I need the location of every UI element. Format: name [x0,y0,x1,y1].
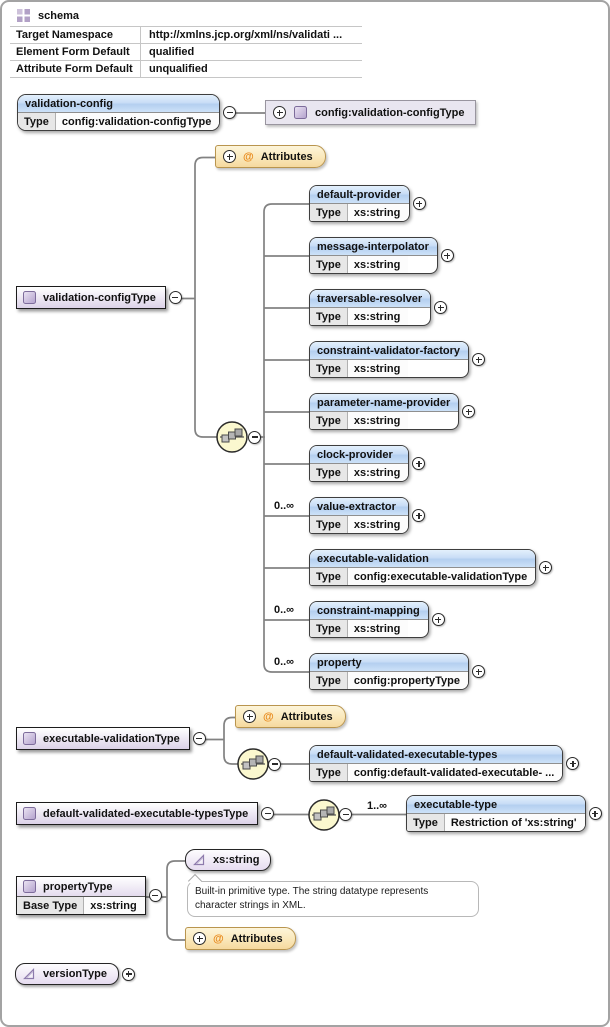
global-type-box[interactable] [16,876,146,915]
element-default-validated-executable-types[interactable] [309,745,579,782]
complex-type-propertyType[interactable] [16,876,162,915]
type-ref-label: config:validation-configType [315,106,465,119]
complex-type-icon [23,291,36,304]
element-executable-validation[interactable] [309,549,552,586]
expand-icon[interactable] [122,968,135,981]
schema-info-table [10,5,362,78]
at-icon: @ [263,710,274,723]
table-row [10,43,362,60]
type-row [310,360,468,377]
element-clock-provider[interactable] [309,445,425,482]
type-row [310,308,430,325]
type-label: propertyType [43,880,113,893]
simple-type-box[interactable] [185,849,271,871]
type-value: Restriction of 'xs:string' [445,814,585,831]
at-icon: @ [213,932,224,945]
type-row [310,516,408,533]
schema-grid-icon [17,9,30,22]
schema-header [10,5,362,26]
expand-icon[interactable] [412,509,425,522]
expand-icon[interactable] [412,457,425,470]
expand-icon[interactable] [432,613,445,626]
row-value: http://xmlns.jcp.org/xml/ns/validati ... [140,27,362,43]
sequence-icon[interactable] [236,747,270,781]
row-value: unqualified [140,61,362,77]
expand-icon[interactable] [566,757,579,770]
expand-icon[interactable] [243,710,256,723]
simple-type-versionType[interactable] [15,963,135,985]
element-name: default-provider [310,186,409,204]
collapse-icon[interactable] [193,732,206,745]
simple-type-box[interactable] [15,963,119,985]
attributes-box[interactable] [215,145,326,168]
global-type-box[interactable] [16,802,258,825]
element-constraint-validator-factory[interactable] [309,341,485,378]
expand-icon[interactable] [193,932,206,945]
type-value: xs:string [348,464,408,481]
complex-type-icon [294,106,307,119]
row-label: Attribute Form Default [16,63,133,75]
collapse-icon[interactable] [261,807,274,820]
type-value: xs:string [348,412,408,429]
element-default-provider[interactable] [309,185,426,222]
attributes-group-3[interactable] [185,927,296,950]
expand-icon[interactable] [472,353,485,366]
collapse-icon[interactable] [149,889,162,902]
type-value: xs:string [348,204,408,221]
expand-icon[interactable] [589,807,602,820]
complex-type-icon [23,807,36,820]
attributes-group-2[interactable] [235,705,346,728]
type-row [310,412,458,429]
table-row [10,60,362,78]
element-name: parameter-name-provider [310,394,458,412]
type-label: default-validated-executable-typesType [43,807,249,820]
type-key: Type [310,620,348,637]
occurs-label: 0..∞ [273,500,295,512]
type-key: Type [310,672,348,689]
row-label: Target Namespace [16,29,114,41]
type-value: xs:string [348,620,408,637]
element-name: value-extractor [310,498,408,516]
type-key: Type [310,464,348,481]
type-value: xs:string [348,256,408,273]
sequence-icon[interactable] [215,420,249,454]
element-validation-config[interactable] [17,94,236,131]
expand-icon[interactable] [413,197,426,210]
collapse-icon[interactable] [268,758,281,771]
element-name: clock-provider [310,446,408,464]
collapse-icon[interactable] [339,808,352,821]
type-value: config:propertyType [348,672,468,689]
type-key: Type [310,764,348,781]
attributes-box[interactable] [185,927,296,950]
attributes-box[interactable] [235,705,346,728]
element-property[interactable] [309,653,485,690]
type-key: Type [310,204,348,221]
simple-type-icon [192,853,206,867]
expand-icon[interactable] [223,150,236,163]
element-parameter-name-provider[interactable] [309,393,475,430]
type-key: Type [310,412,348,429]
type-value: xs:string [348,360,408,377]
attributes-group-1[interactable] [215,145,326,168]
global-type-box[interactable] [16,727,190,750]
type-label: validation-configType [43,291,156,304]
attributes-label: Attributes [230,932,283,945]
attributes-label: Attributes [280,710,333,723]
element-constraint-mapping[interactable] [309,601,445,638]
type-label: executable-validationType [43,732,180,745]
type-key: Type [310,568,348,585]
type-row [18,113,219,130]
type-value: xs:string [348,516,408,533]
occurs-label: 0..∞ [273,604,295,616]
simple-type-ref-xs-string[interactable] [185,849,271,871]
sequence-icon[interactable] [307,798,341,832]
expand-icon[interactable] [462,405,475,418]
element-value-extractor[interactable] [309,497,425,534]
type-row [407,814,585,831]
type-key: Type [310,256,348,273]
type-value: xs:string [348,308,408,325]
type-ref-validation-configType[interactable] [265,100,476,125]
type-row [310,464,408,481]
base-type-row [17,897,145,914]
base-type-key: Base Type [17,897,84,914]
element-name: executable-type [407,796,585,814]
element-name: constraint-mapping [310,602,428,620]
occurs-label: 1..∞ [366,800,388,812]
simple-type-label: xs:string [213,854,260,866]
complex-type-default-validated-executable-typesType[interactable] [16,802,274,825]
element-name: constraint-validator-factory [310,342,468,360]
type-key: Type [18,113,56,130]
attributes-label: Attributes [260,150,313,163]
complex-type-icon [23,732,36,745]
type-row [310,568,535,585]
element-name: traversable-resolver [310,290,430,308]
expand-icon[interactable] [472,665,485,678]
collapse-icon[interactable] [223,106,236,119]
expand-icon[interactable] [539,561,552,574]
element-name: property [310,654,468,672]
collapse-icon[interactable] [248,431,261,444]
row-value: qualified [140,44,362,60]
element-executable-type[interactable] [406,795,602,832]
schema-title: schema [38,9,79,22]
element-name: executable-validation [310,550,535,568]
type-key: Type [310,360,348,377]
type-key: Type [407,814,445,831]
type-row [310,256,437,273]
expand-icon[interactable] [273,106,286,119]
type-title [17,877,145,897]
type-key: Type [310,516,348,533]
global-type-box[interactable] [16,286,166,309]
expand-icon[interactable] [434,301,447,314]
type-row [310,204,409,221]
table-row [10,26,362,43]
type-row [310,672,468,689]
element-name: default-validated-executable-types [310,746,562,764]
element-name: message-interpolator [310,238,437,256]
element-name: validation-config [18,95,219,113]
type-row [310,620,428,637]
base-type-value: xs:string [84,897,144,914]
type-value: config:executable-validationType [348,568,535,585]
type-key: Type [310,308,348,325]
simple-type-label: versionType [43,968,107,980]
complex-type-icon [23,880,36,893]
type-row [310,764,562,781]
simple-type-icon [22,967,36,981]
type-value: config:default-validated-executable- ... [348,764,562,781]
type-value: config:validation-configType [56,113,220,130]
type-ref-box[interactable] [265,100,476,125]
expand-icon[interactable] [441,249,454,262]
element-box[interactable] [17,94,220,131]
occurs-label: 0..∞ [273,656,295,668]
complex-type-validation-configType[interactable] [16,286,182,309]
row-label: Element Form Default [16,46,130,58]
annotation-box: Built-in primitive type. The string datatype represents character strings in XML. [187,881,479,917]
at-icon: @ [243,150,254,163]
collapse-icon[interactable] [169,291,182,304]
element-message-interpolator[interactable] [309,237,454,274]
complex-type-executable-validationType[interactable] [16,727,206,750]
element-traversable-resolver[interactable] [309,289,447,326]
